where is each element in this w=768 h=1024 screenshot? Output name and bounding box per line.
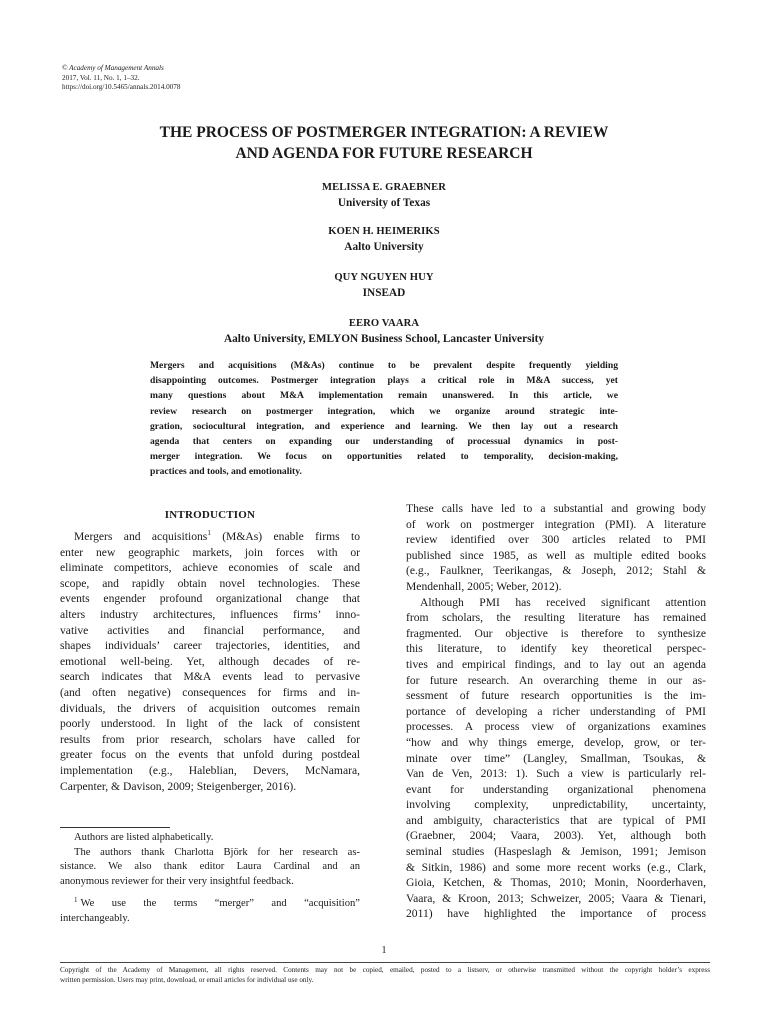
author-affiliation: INSEAD xyxy=(362,286,406,299)
article-title xyxy=(60,122,708,164)
footnotes xyxy=(60,831,360,927)
right-column xyxy=(406,501,706,922)
body-line: this literature, to identify key theoretical perspec- xyxy=(406,642,706,656)
footnote-line xyxy=(60,897,360,912)
footnote-line: interchangeably. xyxy=(60,912,130,924)
author-name: QUY NGUYEN HUY xyxy=(334,272,434,283)
body-line: shapes individuals’ career trajectories, identities, and xyxy=(60,639,360,653)
journal-name: © Academy of Management Annals xyxy=(62,64,164,72)
author-affiliation: Aalto University xyxy=(344,240,424,253)
author-name: MELISSA E. GRAEBNER xyxy=(321,182,447,193)
body-line: Gioia, Ketchen, & Thomas, 2010; Monin, Noorderhaven, xyxy=(406,876,706,890)
body-line: tives and empirical findings, and to lay out an agenda xyxy=(406,657,706,671)
body-line: implementation (e.g., Haleblian, Devers, McNamara, xyxy=(60,763,360,777)
body-line: evant for understanding organizational phenomena xyxy=(406,782,706,796)
body-line: eliminate competitors, achieve economies of scale and xyxy=(60,561,360,575)
body-line: for future research. An overarching theme in our as- xyxy=(406,673,706,687)
body-line: dividuals, the drivers of acquisition outcomes remain xyxy=(60,701,360,715)
copyright-line: written permission. Users may print, download, or email articles for individual use only. xyxy=(60,976,314,984)
body-line: from scholars, the resulting literature has remained xyxy=(406,611,706,625)
footnote-line: Authors are listed alphabetically. xyxy=(74,832,214,843)
footnote-line: The authors thank Charlotta Björk for her research as- xyxy=(74,846,360,858)
footer-divider xyxy=(60,962,710,963)
author-name: EERO VAARA xyxy=(348,318,420,329)
body-line: Mendenhall, 2005; Weber, 2012). xyxy=(406,579,562,593)
body-line: scope, and rapidly obtain novel technologies. These xyxy=(60,576,360,590)
body-line: Van de Ven, 2013: 1). Such a view is particularly rel- xyxy=(406,767,706,781)
body-line: emotional well-being. Yet, although decades of re- xyxy=(60,654,360,668)
citation: 2017, Vol. 11, No. 1, 1–32. xyxy=(62,73,140,82)
author-name: KOEN H. HEIMERIKS xyxy=(328,226,440,237)
section-heading: INTRODUCTION xyxy=(164,509,256,521)
body-line: Vaara, & Kroon, 2013; Schweizer, 2005; Vaara & Tienari, xyxy=(406,891,706,905)
abstract-line: merger integration. We focus on opportunities related to temporality, decision-making, xyxy=(150,451,618,463)
footnote-text: We use the terms “merger” and “acquisition” xyxy=(80,898,360,910)
body-line: (and often negative) consequences for firms and in- xyxy=(60,685,360,699)
body-line: greater focus on the events that unfold during postdeal xyxy=(60,748,360,762)
footnote-line: anonymous reviewer for their very insightful feedback. xyxy=(60,875,294,887)
body-line: and ambiguity, characteristics that are typical of PMI xyxy=(406,813,706,827)
abstract-line: practices and tools, and emotionality. xyxy=(150,466,302,478)
footnote-gap xyxy=(60,889,360,897)
copyright-notice xyxy=(60,965,710,985)
body-line: poorly understood. In light of the lack of consistent xyxy=(60,717,360,731)
footnote-line: sistance. We also thank editor Laura Cardinal and an xyxy=(60,861,360,873)
page-number: 1 xyxy=(381,945,387,956)
body-line: & Sitkin, 1986) and some more recent works (e.g., Clark, xyxy=(406,860,706,874)
body-line: events engender profound organizational change that xyxy=(60,592,360,606)
abstract-line: many questions about M&A implementation remain unanswered. In this article, we xyxy=(150,390,618,402)
body-line: review identified over 300 articles related to PMI xyxy=(406,533,706,547)
body-line: minate over time” (Langley, Smallman, Tsoukas, & xyxy=(406,751,706,765)
body-line: portance of developing a richer understanding of PMI xyxy=(406,704,706,718)
author-affiliation: University of Texas xyxy=(337,196,431,209)
author-block xyxy=(60,180,708,211)
author-block xyxy=(60,270,708,301)
abstract-line: Mergers and acquisitions (M&As) continue to be prevalent despite frequently yielding xyxy=(150,360,618,371)
copyright-line: Copyright of the Academy of Management, all rights reserved. Contents may not be copied, emailed, posted to a listserv, or otherwise transmitted without the copyright holder’s express xyxy=(60,966,710,974)
body-text: Mergers and acquisitions xyxy=(74,530,208,543)
body-line: Carpenter, & Davison, 2009; Steigenberger, 2016). xyxy=(60,779,297,793)
author-block xyxy=(60,316,708,347)
body-line xyxy=(60,529,360,545)
abstract-line: agenda that centers on expanding our understanding of processual dynamics in post- xyxy=(150,436,618,448)
title-line-2: AND AGENDA FOR FUTURE RESEARCH xyxy=(235,145,533,162)
footnote-divider xyxy=(60,827,170,828)
body-line: These calls have led to a substantial and growing body xyxy=(406,502,706,515)
body-line: involving complexity, unpredictability, uncertainty, xyxy=(406,798,706,812)
body-line: results from prior research, scholars have called for xyxy=(60,732,360,746)
title-line-1: THE PROCESS OF POSTMERGER INTEGRATION: A REVIEW xyxy=(159,124,609,141)
body-text: (M&As) enable firms to xyxy=(210,530,360,543)
body-line: (Graebner, 2004; Vaara, 2003). Yet, although both xyxy=(406,829,706,843)
body-line: 2011) have highlighted the importance of process xyxy=(406,907,706,921)
journal-meta xyxy=(62,64,180,93)
body-line: (e.g., Faulkner, Teerikangas, & Joseph, 2012; Stahl & xyxy=(406,564,706,578)
body-line: fragmented. Our objective is therefore to synthesize xyxy=(406,626,706,640)
footnote-marker[interactable]: 1 xyxy=(207,529,211,538)
author-block xyxy=(60,224,708,255)
body-line: vative activities and financial performance, and xyxy=(60,623,360,637)
abstract-line: review research on postmerger integration, which we organize around strategic inte- xyxy=(150,405,618,417)
doi-link[interactable]: https://doi.org/10.5465/annals.2014.0078 xyxy=(62,83,181,91)
author-affiliation: Aalto University, EMLYON Business School, Lancaster University xyxy=(223,332,545,345)
abstract-line: disappointing outcomes. Postmerger integration plays a critical role in M&A success, yet xyxy=(150,375,618,387)
footnote-number: 1 xyxy=(74,895,78,904)
body-line: Although PMI has received significant attention xyxy=(420,595,706,609)
body-line: published since 1985, as well as multiple edited books xyxy=(406,548,706,562)
body-line: seminal studies (Haspeslagh & Jemison, 1991; Jemison xyxy=(406,845,706,859)
abstract-line: gration, sociocultural integration, and experience and learning. We then lay out a research xyxy=(150,420,618,432)
body-line: processes. A process view of organizations examines xyxy=(406,720,706,734)
body-line: search indicates that M&A events lead to pervasive xyxy=(60,670,360,684)
body-line: “how and why things emerge, develop, grow, or ter- xyxy=(406,735,706,749)
abstract xyxy=(150,358,618,480)
body-line: alters industry architectures, influences firms’ inno- xyxy=(60,607,360,621)
body-line: sessment of future research opportunities is the im- xyxy=(406,689,706,703)
body-line: of work on postmerger integration (PMI). A literature xyxy=(406,517,706,531)
left-column xyxy=(60,503,360,794)
body-line: enter new geographic markets, join forces with or xyxy=(60,545,360,559)
